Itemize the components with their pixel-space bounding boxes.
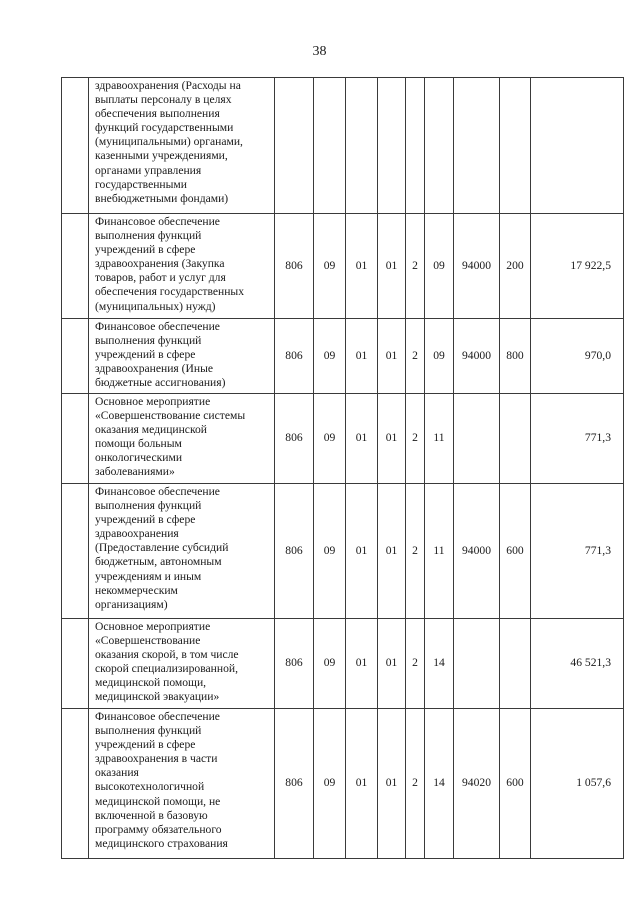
expense-name-cell xyxy=(89,214,275,319)
index-cell xyxy=(62,619,89,709)
direction-cell: 94020 xyxy=(454,709,500,859)
program-cell xyxy=(378,78,406,214)
section-cell: 09 xyxy=(314,619,346,709)
subsection-cell xyxy=(346,78,378,214)
index-cell xyxy=(62,78,89,214)
ministry-code-cell: 806 xyxy=(275,319,314,394)
main-event-cell: 14 xyxy=(425,619,454,709)
expense-name: Финансовое обеспечение выполнения функций учреждений в сфере здравоохранения в части оказания высокотехнологичной медицинской помощи, не включенной в базовую программу обязательного медицинского страхования xyxy=(95,710,228,850)
section-cell: 09 xyxy=(314,394,346,484)
direction-cell xyxy=(454,78,500,214)
amount-cell xyxy=(531,78,624,214)
subprogram-cell: 2 xyxy=(406,484,425,619)
expense-type-cell xyxy=(500,619,531,709)
amount-cell: 17 922,5 xyxy=(531,214,624,319)
main-event-cell: 11 xyxy=(425,484,454,619)
subprogram-cell: 2 xyxy=(406,394,425,484)
subsection-cell: 01 xyxy=(346,214,378,319)
direction-cell xyxy=(454,619,500,709)
subsection-cell: 01 xyxy=(346,709,378,859)
expense-name: Основное мероприятие «Совершенствование оказания скорой, в том числе скорой специализированной, медицинской помощи, медицинской эвакуации» xyxy=(95,620,239,704)
program-cell: 01 xyxy=(378,619,406,709)
section-cell xyxy=(314,78,346,214)
main-event-cell xyxy=(425,78,454,214)
subsection-cell: 01 xyxy=(346,484,378,619)
amount-cell: 771,3 xyxy=(531,394,624,484)
expense-type-cell: 200 xyxy=(500,214,531,319)
ministry-code-cell xyxy=(275,78,314,214)
table-row xyxy=(62,619,624,709)
program-cell: 01 xyxy=(378,319,406,394)
expense-type-cell: 600 xyxy=(500,484,531,619)
subprogram-cell: 2 xyxy=(406,619,425,709)
program-cell: 01 xyxy=(378,709,406,859)
subprogram-cell: 2 xyxy=(406,214,425,319)
index-cell xyxy=(62,319,89,394)
budget-table xyxy=(61,77,624,859)
expense-type-cell: 800 xyxy=(500,319,531,394)
expense-type-cell xyxy=(500,78,531,214)
ministry-code-cell: 806 xyxy=(275,619,314,709)
section-cell: 09 xyxy=(314,319,346,394)
subprogram-cell: 2 xyxy=(406,709,425,859)
table-row xyxy=(62,709,624,859)
section-cell: 09 xyxy=(314,214,346,319)
direction-cell xyxy=(454,394,500,484)
index-cell xyxy=(62,709,89,859)
main-event-cell: 11 xyxy=(425,394,454,484)
expense-name: Финансовое обеспечение выполнения функций учреждений в сфере здравоохранения (Закупка товаров, работ и услуг для обеспечения государственных (муниципальных) нужд) xyxy=(95,215,245,313)
ministry-code-cell: 806 xyxy=(275,394,314,484)
index-cell xyxy=(62,394,89,484)
table-row xyxy=(62,214,624,319)
section-cell: 09 xyxy=(314,484,346,619)
index-cell xyxy=(62,484,89,619)
amount-cell: 771,3 xyxy=(531,484,624,619)
page-number: 38 xyxy=(312,44,327,59)
expense-name-cell xyxy=(89,484,275,619)
ministry-code-cell: 806 xyxy=(275,214,314,319)
table-row xyxy=(62,484,624,619)
expense-name: Финансовое обеспечение выполнения функций учреждений в сфере здравоохранения (Иные бюджетные ассигнования) xyxy=(95,320,226,390)
direction-cell: 94000 xyxy=(454,484,500,619)
expense-name-cell xyxy=(89,709,275,859)
expense-name: Финансовое обеспечение выполнения функций учреждений в сфере здравоохранения (Предоставление субсидий бюджетным, автономным учреждениям и иным некоммерческим организациям) xyxy=(95,485,229,611)
program-cell: 01 xyxy=(378,394,406,484)
direction-cell: 94000 xyxy=(454,214,500,319)
subprogram-cell: 2 xyxy=(406,319,425,394)
expense-name: здравоохранения (Расходы на выплаты персоналу в целях обеспечения выполнения функций государственными (муниципальными) органами, казенными учреждениями, органами управления государственными внебюджетными фондами) xyxy=(95,79,243,205)
subsection-cell: 01 xyxy=(346,319,378,394)
expense-name: Основное мероприятие «Совершенствование системы оказания медицинской помощи больным онкологическими заболеваниями» xyxy=(95,395,246,479)
ministry-code-cell: 806 xyxy=(275,709,314,859)
expense-type-cell: 600 xyxy=(500,709,531,859)
table-row xyxy=(62,78,624,214)
amount-cell: 46 521,3 xyxy=(531,619,624,709)
table-row xyxy=(62,394,624,484)
program-cell: 01 xyxy=(378,214,406,319)
main-event-cell: 09 xyxy=(425,214,454,319)
main-event-cell: 09 xyxy=(425,319,454,394)
section-cell: 09 xyxy=(314,709,346,859)
expense-name-cell xyxy=(89,394,275,484)
amount-cell: 970,0 xyxy=(531,319,624,394)
main-event-cell: 14 xyxy=(425,709,454,859)
table-row xyxy=(62,319,624,394)
expense-name-cell xyxy=(89,619,275,709)
expense-name-cell xyxy=(89,319,275,394)
expense-type-cell xyxy=(500,394,531,484)
amount-cell: 1 057,6 xyxy=(531,709,624,859)
subsection-cell: 01 xyxy=(346,394,378,484)
ministry-code-cell: 806 xyxy=(275,484,314,619)
direction-cell: 94000 xyxy=(454,319,500,394)
subsection-cell: 01 xyxy=(346,619,378,709)
program-cell: 01 xyxy=(378,484,406,619)
index-cell xyxy=(62,214,89,319)
subprogram-cell xyxy=(406,78,425,214)
expense-name-cell xyxy=(89,78,275,214)
